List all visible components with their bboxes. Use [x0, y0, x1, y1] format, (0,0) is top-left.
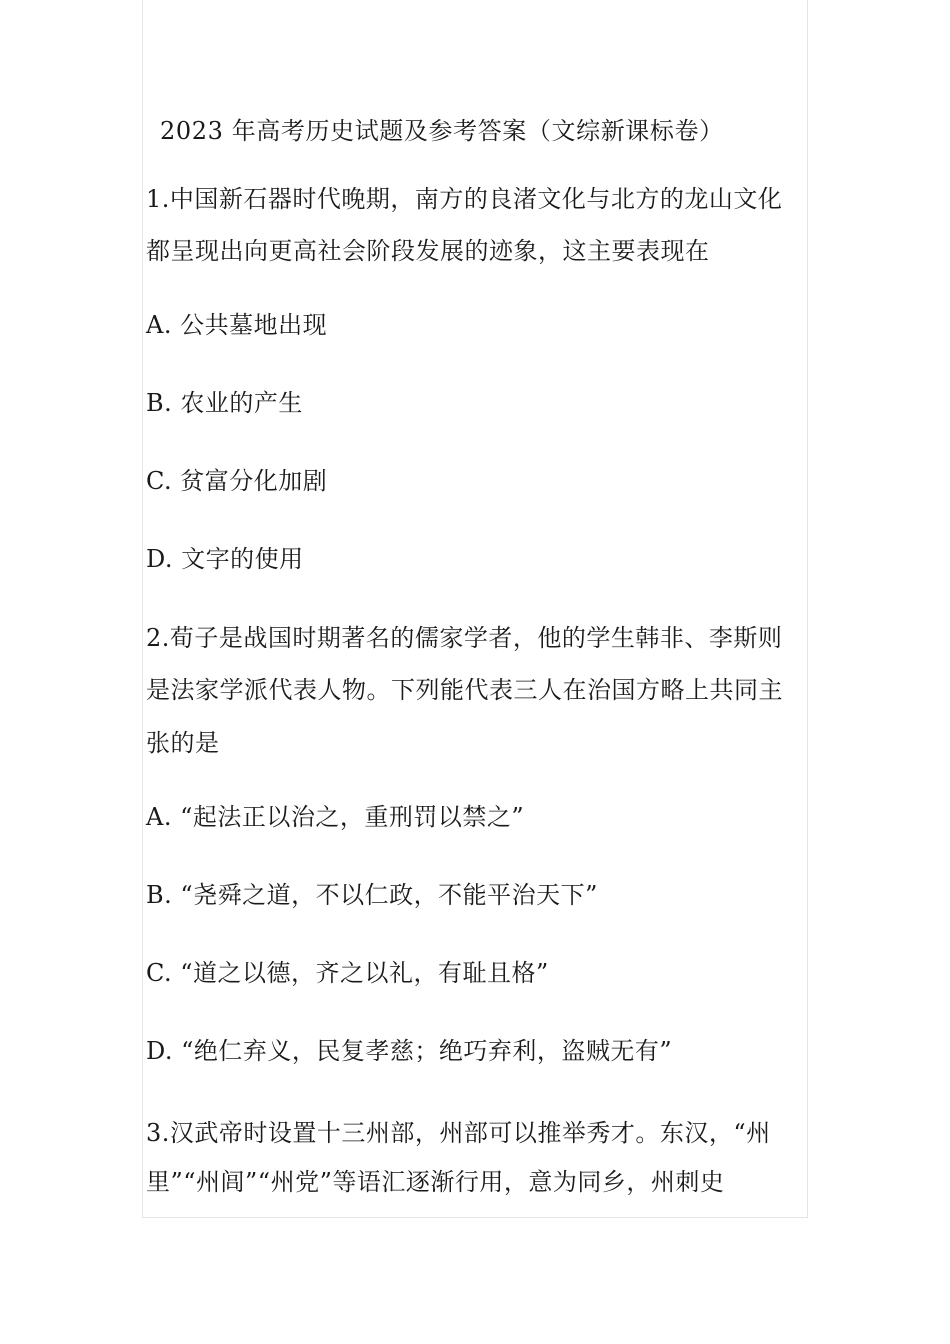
q1-stem-line-2: 都呈现出向更高社会阶段发展的迹象，这主要表现在 — [146, 237, 710, 265]
document-title: 2023 年高考历史试题及参考答案（文综新课标卷） — [160, 117, 724, 145]
q1-option-b: B. 农业的产生 — [146, 389, 303, 417]
q2-option-b: B. “尧舜之道，不以仁政，不能平治天下” — [146, 881, 598, 909]
q3-stem-line-2: 里”“州闾”“州党”等语汇逐渐行用，意为同乡，州刺史 — [146, 1168, 725, 1196]
q2-stem-line-1: 2.荀子是战国时期著名的儒家学者，他的学生韩非、李斯则 — [146, 624, 783, 652]
q1-stem-line-1: 1.中国新石器时代晚期，南方的良渚文化与北方的龙山文化 — [146, 185, 783, 213]
q2-stem-line-2: 是法家学派代表人物。下列能代表三人在治国方略上共同主 — [146, 676, 783, 704]
q1-option-d: D. 文字的使用 — [146, 545, 304, 573]
q1-option-c: C. 贫富分化加剧 — [146, 467, 328, 495]
q1-option-a: A. 公共墓地出现 — [146, 311, 328, 339]
q3-stem-line-1: 3.汉武帝时设置十三州部，州部可以推举秀才。东汉，“州 — [146, 1119, 771, 1147]
q2-option-d: D. “绝仁弃义，民复孝慈；绝巧弃利，盗贼无有” — [146, 1037, 673, 1065]
q2-stem-line-3: 张的是 — [146, 729, 220, 757]
q2-option-c: C. “道之以德，齐之以礼，有耻且格” — [146, 959, 549, 987]
q2-option-a: A. “起法正以治之，重刑罚以禁之” — [146, 803, 525, 831]
